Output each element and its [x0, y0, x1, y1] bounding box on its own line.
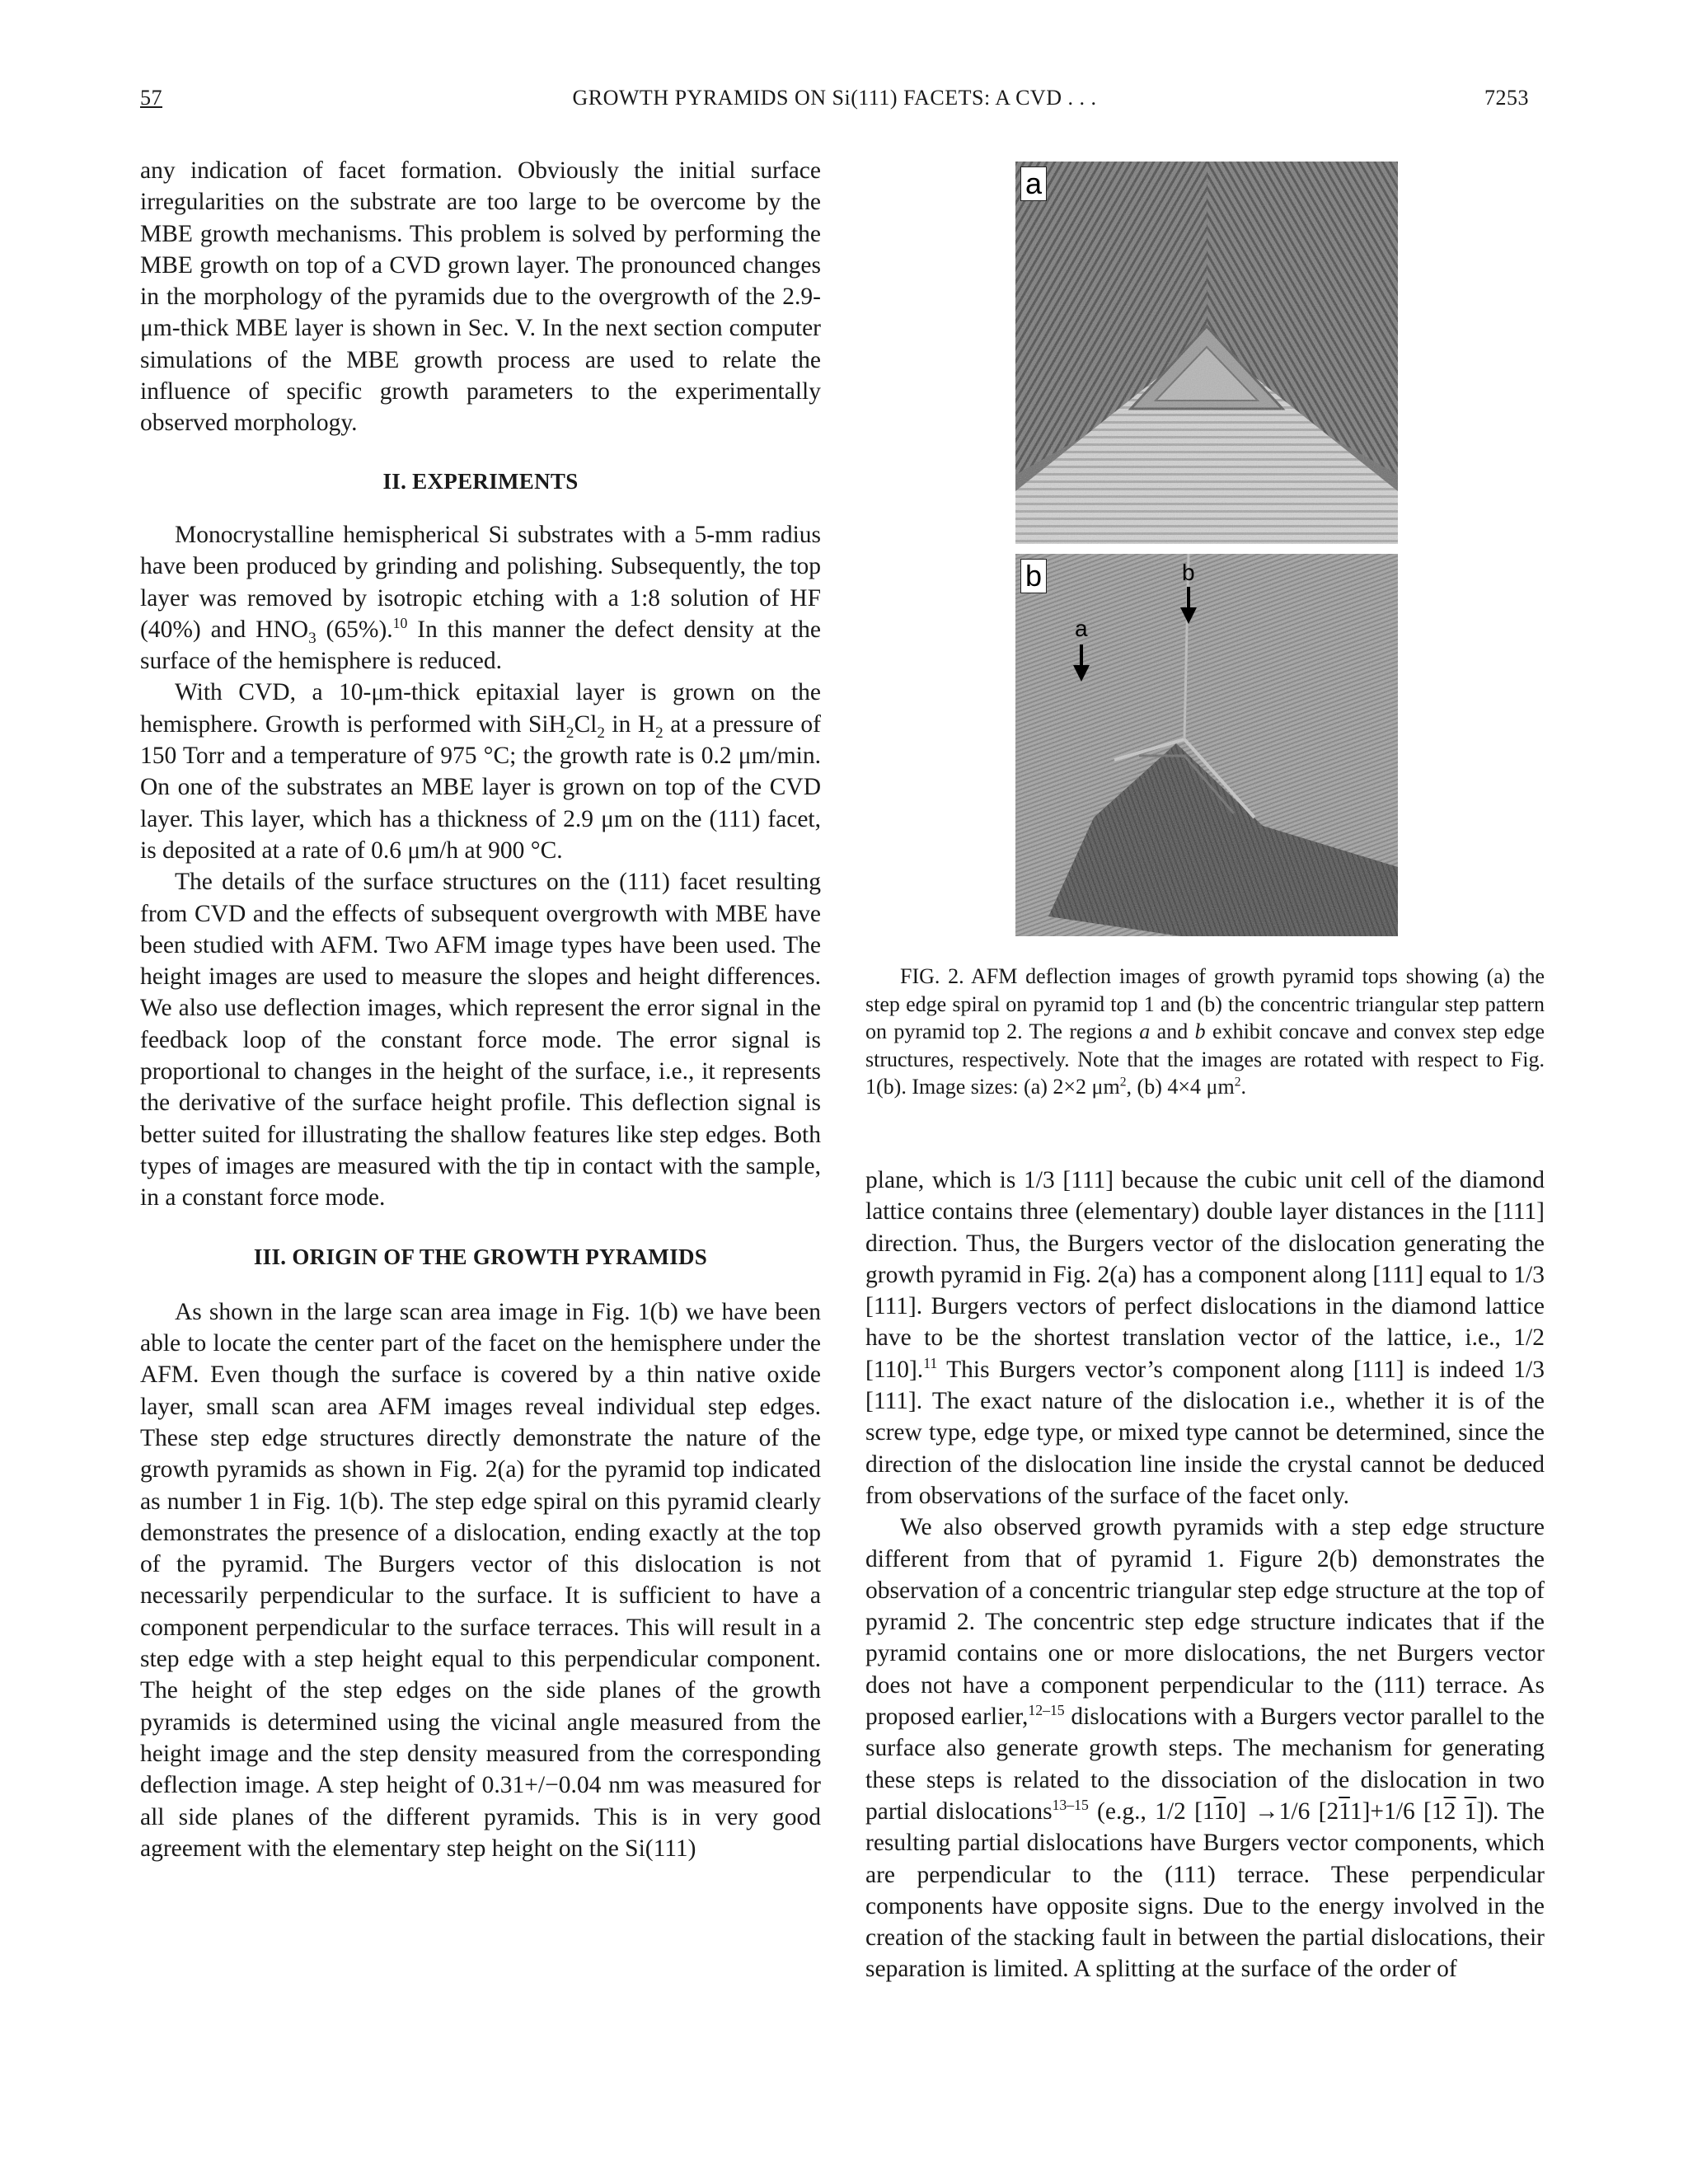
- afm-deflection-image-b: [1015, 554, 1398, 936]
- reference-marker: 10: [392, 615, 408, 632]
- paragraph-experiments-1: Monocrystalline hemispherical Si substrates with a 5-mm radius have been produced by grinding and polishing. Subsequently, the top layer was removed by isotropic etching with a 1:8 solution of HF (40%) and $HNO_3$ (65%).$^{10}$ In this manner the defect density at the surface of the hemisphere is reduced.: [140, 521, 821, 675]
- panel-label-b: b: [1020, 559, 1047, 593]
- afm-deflection-image-a: [1015, 162, 1398, 544]
- reference-marker: 13–15: [1052, 1797, 1089, 1814]
- afm-image-panel-b: [1015, 554, 1398, 936]
- afm-image-panel-a: [1015, 162, 1398, 544]
- volume-number: 57: [140, 86, 162, 110]
- running-header: [140, 86, 1529, 119]
- arrow-a-label: a: [1075, 616, 1088, 641]
- arrow-b-label: b: [1182, 560, 1195, 585]
- paragraph-experiments-2: With CVD, a 10-μm-thick epitaxial layer is grown on the hemisphere. Growth is performed with $SiH_2Cl_2$ in $H_2$ at a pressure of 150 Torr and a temperature of 975 °C; the growth rate is 0.2 μm/min. On one of the substrates an MBE layer is grown on top of the CVD layer. This layer, which has a thickness of 2.9 μm on the (111) facet, is deposited at a rate of 0.6 μm/h at 900 °C.: [140, 679, 821, 864]
- section-heading-origin: III. ORIGIN OF THE GROWTH PYRAMIDS: [253, 1244, 708, 1269]
- reference-marker: 11: [923, 1354, 938, 1371]
- paragraph-intro-continued: any indication of facet formation. Obviously the initial surface irregularities on the substrate are too large to be overcome by the MBE growth mechanisms. This problem is solved by performing the MBE growth on top of a CVD grown layer. The pronounced changes in the morphology of the pyramids due to the overgrowth of the 2.9-μm-thick MBE layer is shown in Sec. V. In the next section computer simulations of the MBE growth process are used to relate the influence of specific growth parameters to the experimentally observed morphology.: [140, 157, 821, 437]
- figure-2: [1015, 162, 1398, 936]
- paragraph-origin: As shown in the large scan area image in Fig. 1(b) we have been able to locate the center part of the facet on the hemisphere under the AFM. Even though the surface is covered by a thin native oxide layer, small scan area AFM images reveal individual step edges. These step edge structures directly demonstrate the nature of the growth pyramids as shown in Fig. 2(a) for the pyramid top indicated as number 1 in Fig. 1(b). The step edge spiral on this pyramid clearly demonstrates the presence of a dislocation, ending exactly at the top of the pyramid. The Burgers vector of this dislocation is not necessarily perpendicular to the surface. It is sufficient to have a component perpendicular to the surface terraces. This will result in a step edge with a step height equal to this perpendicular component. The height of the step edges on the side planes of the growth pyramids is determined using the vicinal angle measured from the height image and the step density measured from the corresponding deflection image. A step height of 0.31+/−0.04 nm was measured for all side planes of the different pyramids. This is in very good agreement with the elementary step height on the Si(111): [140, 1298, 821, 1862]
- figure-2-caption: FIG. 2. AFM deflection images of growth pyramid tops showing (a) the step edge spiral on pyramid top 1 and (b) the concentric triangular step pattern on pyramid top 2. The regions a and b exhibit concave and convex step edge structures, respectively. Note that the images are rotated with respect to Fig. 1(b). Image sizes: (a) 2×2 $\mu m^2$, (b) 4×4 $\mu m^2$.: [865, 964, 1545, 1099]
- paragraph-experiments-3: The details of the surface structures on the (111) facet resulting from CVD and the effects of subsequent overgrowth with MBE have been studied with AFM. Two AFM image types have been used. The height images are used to measure the slopes and height differences. We also use deflection images, which represent the error signal in the feedback loop of the constant force mode. The error signal is proportional to changes in the height of the surface, i.e., it represents the derivative of the surface height profile. This deflection signal is better suited for illustrating the shallow features like step edges. Both types of images are measured with the tip in contact with the sample, in a constant force mode.: [140, 869, 821, 1212]
- panel-label-a: a: [1020, 166, 1047, 201]
- page-number: 7253: [1484, 86, 1529, 110]
- left-column: [140, 155, 821, 1864]
- reference-marker: 12–15: [1028, 1702, 1065, 1719]
- paragraph-concentric-steps: We also observed growth pyramids with a step edge structure different from that of pyramid 1. Figure 2(b) demonstrates the observation of a concentric triangular step edge structure at the top of pyramid 2. The concentric step edge structure indicates that if the pyramid contains one or more dislocations, the net Burgers vector does not have a component perpendicular to the (111) terrace. As proposed earlier,$^{12-15}$ dislocations with a Burgers vector parallel to the surface also generate growth steps. The mechanism for generating these steps is related to the dissociation of the dislocation in two partial dislocations$^{13-15}$ (e.g., 1/2 [110] →1/6 [211]+1/6 [12 1]). The resulting partial dislocations have Burgers vector components, which are perpendicular to the (111) terrace. These perpendicular components have opposite signs. Due to the energy involved in the creation of the stacking fault in between the partial dislocations, their separation is limited. A splitting at the surface of the order of: [865, 1514, 1545, 1983]
- right-column: [865, 1165, 1545, 1985]
- section-heading-experiments: II. EXPERIMENTS: [382, 468, 579, 494]
- running-title: GROWTH PYRAMIDS ON Si(111) FACETS: A CVD . . .: [572, 86, 1097, 110]
- paragraph-burgers-vector: plane, which is 1/3 [111] because the cubic unit cell of the diamond lattice contains three (elementary) double layer distances in the [111] direction. Thus, the Burgers vector of the dislocation generating the growth pyramid in Fig. 2(a) has a component along [111] equal to 1/3 [111]. Burgers vectors of perfect dislocations in the diamond lattice have to be the shortest translation vector of the lattice, i.e., 1/2 [110].$^{11}$ This Burgers vector’s component along [111] is indeed 1/3 [111]. The exact nature of the dislocation i.e., whether it is of the screw type, edge type, or mixed type cannot be determined, since the direction of the dislocation line inside the crystal cannot be deduced from observations of the surface of the facet only.: [865, 1167, 1545, 1509]
